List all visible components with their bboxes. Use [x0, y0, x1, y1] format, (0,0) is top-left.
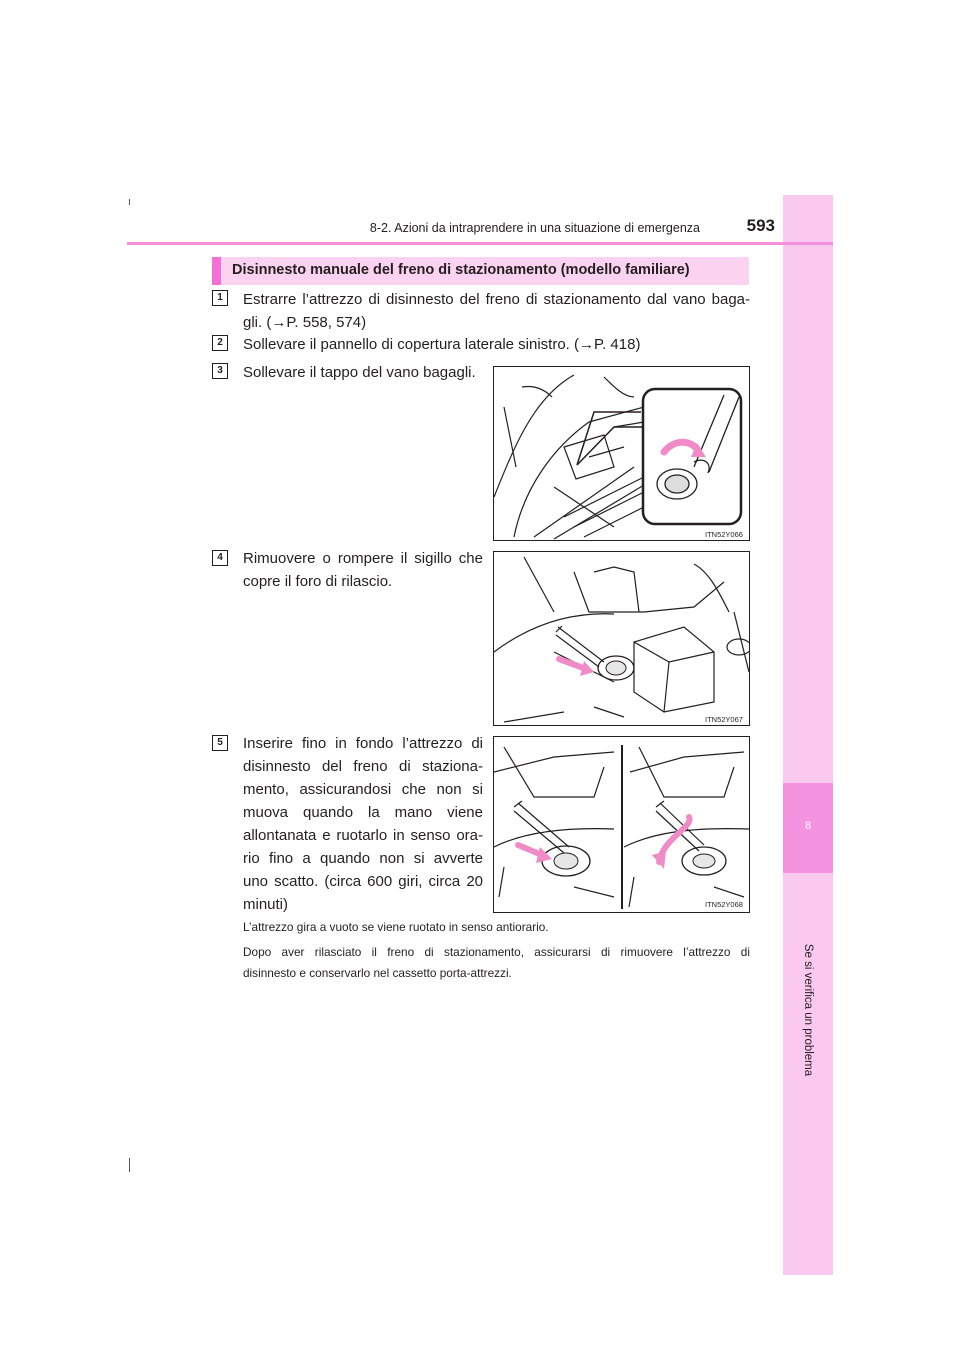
section-heading: Disinnesto manuale del freno di stazionamento (modello familiare) — [232, 262, 690, 278]
running-header-title: 8-2. Azioni da intraprendere in una situazione di emergenza — [369, 221, 700, 235]
step-text-line: disinnesto del freno di staziona- — [243, 758, 483, 775]
release-seal-illustration — [494, 552, 750, 726]
step-text-line: gli. (→P. 558, 574) — [243, 314, 367, 331]
figure-insert-rotate-tool — [493, 736, 750, 913]
figure-code: ITN52Y067 — [705, 715, 743, 724]
trim-mark — [129, 1158, 130, 1172]
step-text-line: Sollevare il tappo del vano bagagli. — [243, 364, 476, 381]
section-heading-bar — [212, 257, 749, 285]
figure-code: ITN52Y068 — [705, 900, 743, 909]
side-tab-section-number: 8 — [804, 820, 812, 832]
note-text — [243, 942, 750, 984]
side-tab — [783, 195, 833, 1275]
step-text-line: Sollevare il pannello di copertura laterale sinistro. (→P. 418) — [243, 336, 641, 353]
trim-mark — [129, 199, 130, 205]
step-text — [243, 732, 483, 916]
step-text — [243, 333, 750, 356]
note-text-line: Dopo aver rilasciato il freno di stazionamento, assicurarsi di rimuovere l’attrezzo di — [243, 945, 750, 959]
step-text — [243, 288, 750, 334]
step-number-badge: 3 — [212, 363, 228, 379]
page-number: 593 — [746, 216, 775, 235]
step-text-line: rio fino a quando non si avverte — [243, 850, 483, 867]
figure-release-seal — [493, 551, 750, 726]
step-text-line: allontanata e ruotarlo in senso ora- — [243, 827, 483, 844]
step-text-line: Inserire fino in fondo l’attrezzo di — [243, 735, 483, 752]
figure-trunk-cap — [493, 366, 750, 541]
step-number-badge: 1 — [212, 290, 228, 306]
step-number-badge: 4 — [212, 550, 228, 566]
step-text-line: Rimuovere o rompere il sigillo che — [243, 550, 483, 567]
step-text-line: muova quando la mano viene — [243, 804, 483, 821]
step-text-line: Estrarre l’attrezzo di disinnesto del freno di stazionamento dal vano baga- — [243, 291, 750, 308]
step-number-badge: 2 — [212, 335, 228, 351]
step-text — [243, 547, 483, 593]
step-text-line: minuti) — [243, 896, 289, 913]
note-text-line: disinnesto e conservarlo nel cassetto porta-attrezzi. — [243, 966, 512, 980]
step-text-line: uno scatto. (circa 600 giri, circa 20 — [243, 873, 483, 890]
figure-code: ITN52Y066 — [705, 530, 743, 539]
insert-rotate-tool-illustration — [494, 737, 750, 913]
note-text: L’attrezzo gira a vuoto se viene ruotato in senso antiorario. — [243, 920, 549, 934]
header-rule — [127, 242, 833, 245]
step-text-line: mento, assicurandosi che non si — [243, 781, 483, 798]
step-number-badge: 5 — [212, 735, 228, 751]
side-tab-caption: Se si verifica un problema — [802, 943, 814, 1077]
step-text-line: copre il foro di rilascio. — [243, 573, 393, 590]
step-text — [243, 361, 483, 384]
trunk-cap-illustration — [494, 367, 750, 541]
